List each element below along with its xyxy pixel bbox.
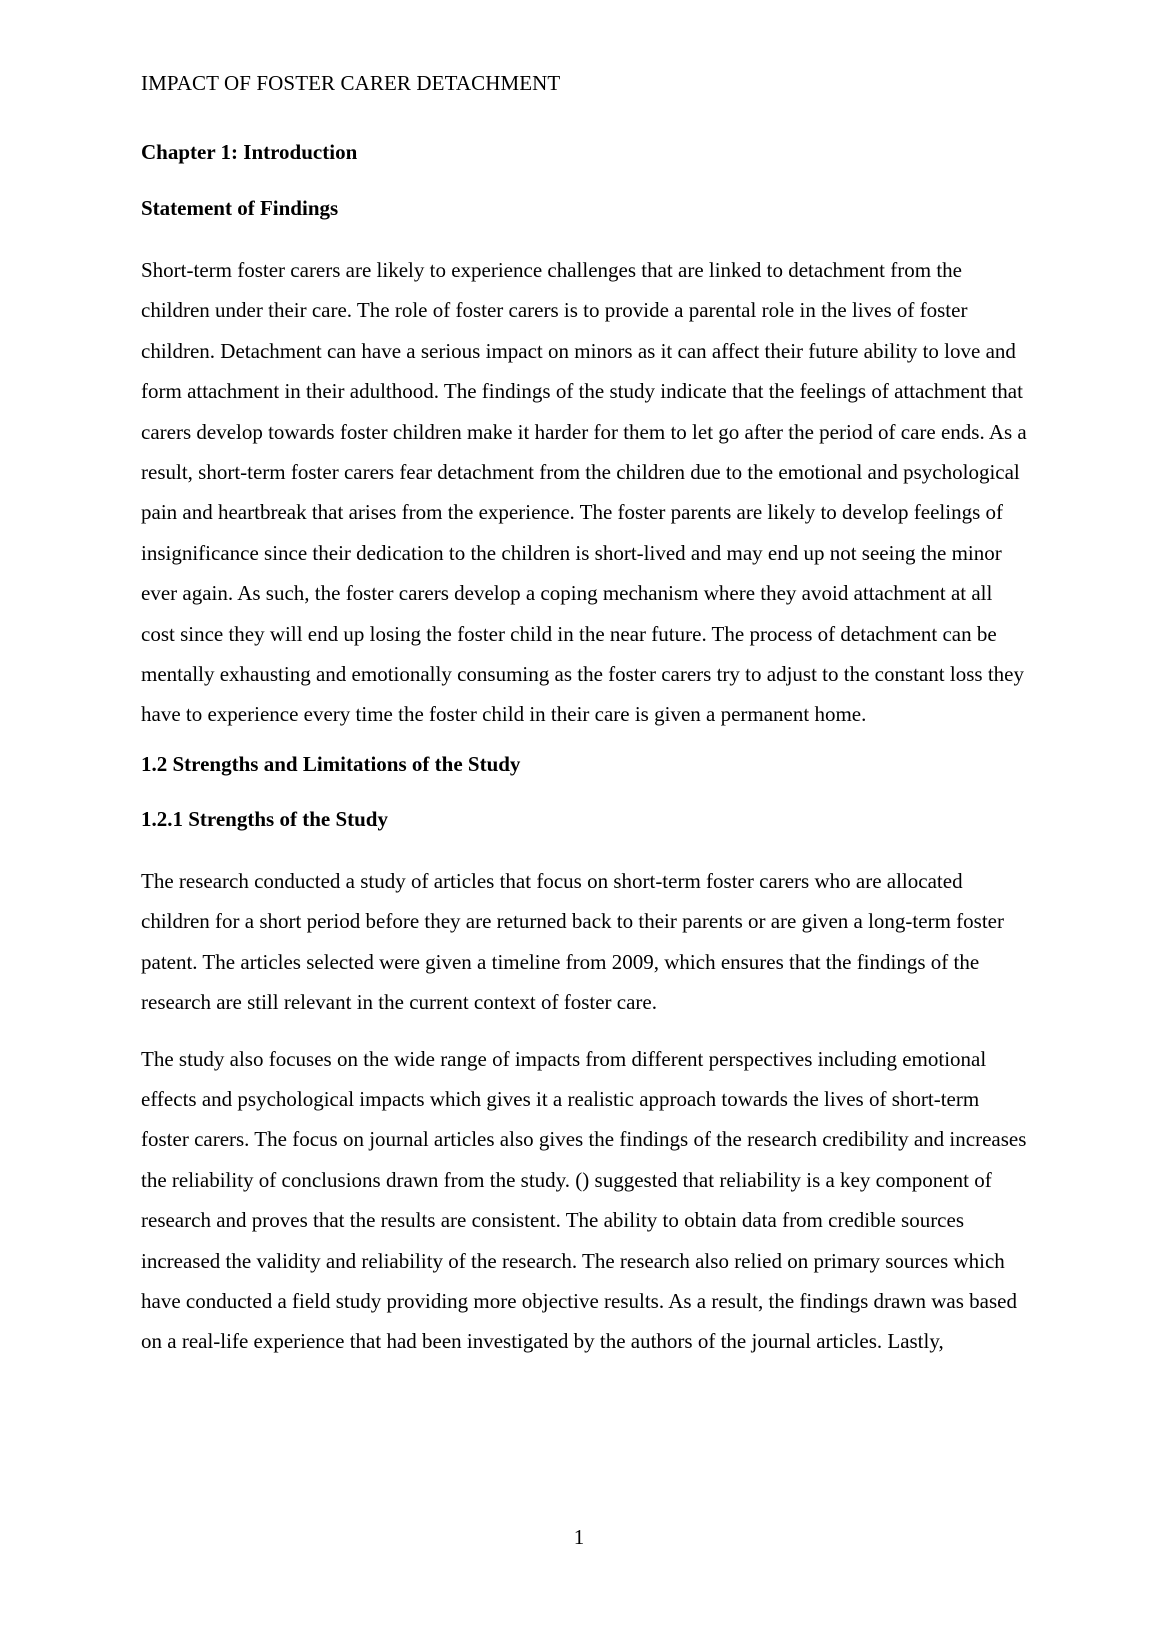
strengths-paragraph-1: The research conducted a study of articles that focus on short-term foster carers who are allocated children for a short period before they are returned back to their parents or are given a long-term foster patent. The articles selected were given a timeline from 2009, which ensures that the findings of the research are still relevant in the current context of foster care. bbox=[141, 868, 1004, 1015]
section-title-strengths-limitations: 1.2 Strengths and Limitations of the Study bbox=[141, 751, 521, 776]
page-content bbox=[141, 139, 1031, 1362]
strengths-paragraph-2: The study also focuses on the wide range of impacts from different perspectives including emotional effects and psychological impacts which gives it a realistic approach towards the lives of short-term foster carers. The focus on journal articles also gives the findings of the research credibility and increases the reliability of conclusions drawn from the study. () suggested that reliability is a key component of research and proves that the results are consistent. The ability to obtain data from credible sources increased the validity and reliability of the research. The research also relied on primary sources which have conducted a field study providing more objective results. As a result, the findings drawn was based on a real-life experience that had been investigated by the authors of the journal articles. Lastly, bbox=[141, 1046, 1027, 1354]
chapter-title: Chapter 1: Introduction bbox=[141, 140, 358, 164]
subsection-title-strengths: 1.2.1 Strengths of the Study bbox=[141, 806, 388, 831]
page-number: 1 bbox=[573, 1525, 585, 1549]
running-head: IMPACT OF FOSTER CARER DETACHMENT bbox=[141, 71, 561, 95]
findings-paragraph: Short-term foster carers are likely to experience challenges that are linked to detachment from the children under their care. The role of foster carers is to provide a parental role in the lives of foster children. Detachment can have a serious impact on minors as it can affect their future ability to love and form attachment in their adulthood. The findings of the study indicate that the feelings of attachment that carers develop towards foster children make it harder for them to let go after the period of care ends. As a result, short-term foster carers fear detachment from the children due to the emotional and psychological pain and heartbreak that arises from the experience. The foster parents are likely to develop feelings of insignificance since their dedication to the children is short-lived and may end up not seeing the minor ever again. As such, the foster carers develop a coping mechanism where they avoid attachment at all cost since they will end up losing the foster child in the near future. The process of detachment can be mentally exhausting and emotionally consuming as the foster carers try to adjust to the constant loss they have to experience every time the foster child in their care is given a permanent home. bbox=[141, 258, 1027, 727]
section-title-findings: Statement of Findings bbox=[141, 196, 339, 220]
